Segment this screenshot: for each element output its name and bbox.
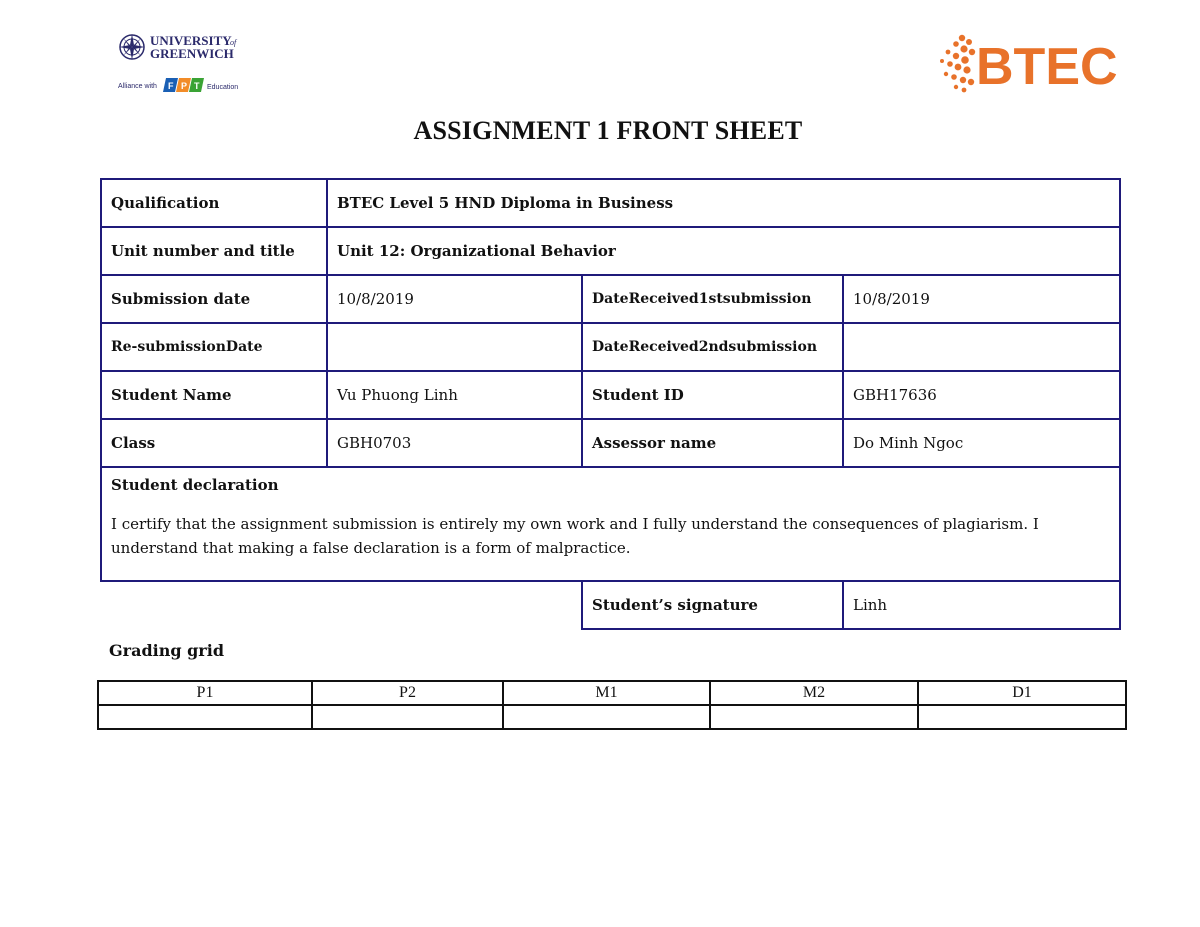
svg-text:F: F <box>168 81 174 91</box>
grade-header-m1: M1 <box>503 681 710 705</box>
resubmission-row <box>101 323 1120 371</box>
submission-date-value: 10/8/2019 <box>327 275 582 323</box>
received-1st-label: DateReceived1stsubmission <box>582 275 843 323</box>
qualification-value: BTEC Level 5 HND Diploma in Business <box>327 179 1120 227</box>
grade-cell-p2 <box>312 705 503 729</box>
fpt-logo <box>163 78 204 92</box>
grading-grid-table <box>97 680 1127 730</box>
svg-text:T: T <box>194 81 200 91</box>
university-logo <box>116 32 266 94</box>
btec-wordmark: BTEC <box>976 38 1118 94</box>
grade-cell-m2 <box>710 705 918 729</box>
alliance-suffix: Education <box>207 84 239 91</box>
student-row <box>101 371 1120 419</box>
grade-cell-p1 <box>98 705 312 729</box>
qualification-row <box>101 179 1120 227</box>
class-row <box>101 419 1120 467</box>
compass-rose-icon <box>116 32 266 94</box>
resubmission-value <box>327 323 582 371</box>
btec-dots-icon <box>940 35 975 93</box>
assessor-value: Do Minh Ngoc <box>843 419 1120 467</box>
grade-cell-d1 <box>918 705 1126 729</box>
class-label: Class <box>101 419 327 467</box>
declaration-cell <box>101 467 1120 581</box>
grade-header-p1: P1 <box>98 681 312 705</box>
signature-value: Linh <box>843 581 1120 629</box>
grading-value-row <box>98 705 1126 729</box>
signature-spacer <box>101 581 582 629</box>
signature-label: Student’s signature <box>582 581 843 629</box>
grading-header-row <box>98 681 1126 705</box>
signature-row <box>101 581 1120 629</box>
student-id-label: Student ID <box>582 371 843 419</box>
assignment-details-table <box>100 178 1121 630</box>
declaration-row <box>101 467 1120 581</box>
university-name-line1: UNIVERSITY <box>150 33 232 48</box>
resubmission-label: Re-submissionDate <box>101 323 327 371</box>
alliance-prefix: Alliance with <box>118 83 157 90</box>
svg-text:P: P <box>181 81 188 91</box>
submission-row <box>101 275 1120 323</box>
page-title: ASSIGNMENT 1 FRONT SHEET <box>413 116 803 145</box>
unit-row <box>101 227 1120 275</box>
submission-date-label: Submission date <box>101 275 327 323</box>
unit-label: Unit number and title <box>101 227 327 275</box>
student-name-label: Student Name <box>101 371 327 419</box>
class-value: GBH0703 <box>327 419 582 467</box>
university-name-line2: GREENWICH <box>150 46 234 61</box>
received-1st-value: 10/8/2019 <box>843 275 1120 323</box>
student-name-value: Vu Phuong Linh <box>327 371 582 419</box>
grade-cell-m1 <box>503 705 710 729</box>
declaration-text: I certify that the assignment submission is entirely my own work and I fully understand the consequences of plagiarism. I understand that making a false declaration is a form of malpractice. <box>111 515 1039 557</box>
grade-header-m2: M2 <box>710 681 918 705</box>
btec-logo <box>936 30 1122 94</box>
university-name-of: of <box>230 38 237 47</box>
unit-value: Unit 12: Organizational Behavior <box>327 227 1120 275</box>
grading-grid-label: Grading grid <box>109 641 224 660</box>
declaration-title: Student declaration <box>111 476 279 494</box>
qualification-label: Qualification <box>101 179 327 227</box>
grade-header-d1: D1 <box>918 681 1126 705</box>
student-id-value: GBH17636 <box>843 371 1120 419</box>
assessor-label: Assessor name <box>582 419 843 467</box>
received-2nd-label: DateReceived2ndsubmission <box>582 323 843 371</box>
grade-header-p2: P2 <box>312 681 503 705</box>
received-2nd-value <box>843 323 1120 371</box>
